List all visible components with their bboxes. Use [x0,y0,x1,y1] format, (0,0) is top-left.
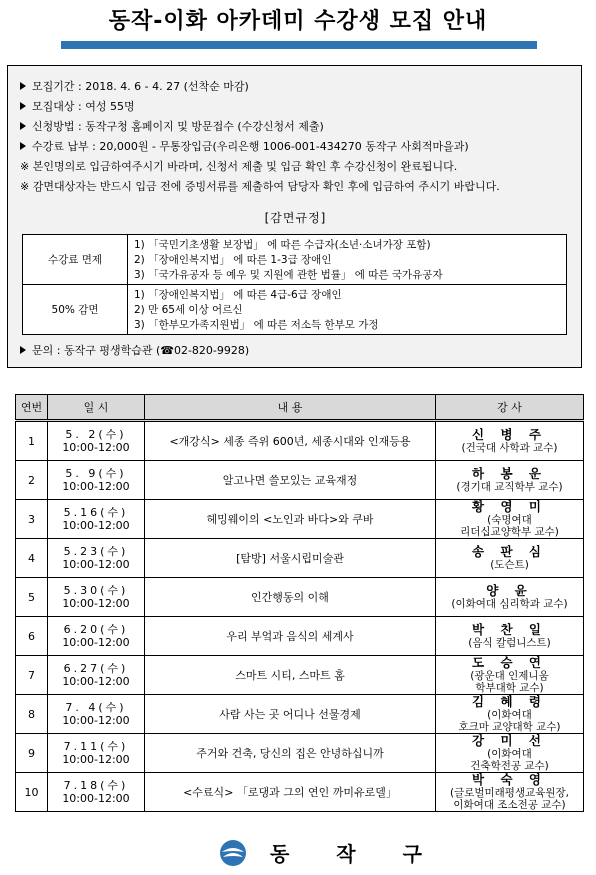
row-date: 7.11(수) [63,740,129,753]
row-number: 2 [16,461,48,500]
table-row [16,773,584,812]
lecturer-affiliation: 호크마 교양대학 교수) [458,721,561,733]
lecturer-name: 신 병 주 [472,427,547,442]
table-row [16,617,584,656]
lecturer-affiliation: (건국대 사학과 교수) [461,442,558,454]
row-lecturer [436,421,584,461]
row-number: 1 [16,421,48,461]
row-datetime [48,500,145,539]
bullet-triangle-icon [20,82,26,90]
row-date: 5.16(수) [63,506,129,519]
reduction-label: 50% 감면 [23,285,128,335]
row-date: 6.27(수) [63,662,129,675]
lecturer-affiliation: (이화여대 심리학과 교수) [451,598,568,610]
row-datetime [48,617,145,656]
row-datetime [48,656,145,695]
lecturer-name: 황 영 미 [472,499,547,514]
row-lecturer [436,461,584,500]
title-underline-bar [61,41,537,49]
reduction-item: 1) 「국민기초생활 보장법」 에 따른 수급자(소년·소녀가장 포함) [134,239,431,251]
table-row [23,285,567,335]
lecturer-affiliation: (글로벌미래평생교육원장, [449,787,569,799]
target-line [20,98,135,114]
bullet-triangle-icon [20,122,26,130]
row-time: 10:00-12:00 [62,675,130,688]
target-text: 모집대상 : 여성 55명 [32,100,135,113]
bullet-triangle-icon [20,142,26,150]
row-date: 7. 4(수) [65,701,127,714]
row-datetime [48,539,145,578]
row-title: 인간행동의 이해 [145,578,436,617]
row-number: 6 [16,617,48,656]
lecturer-name: 박 숙 영 [472,772,547,787]
row-number: 10 [16,773,48,812]
lecturer-name: 송 판 심 [472,544,547,559]
lecturer-affiliation: 학부대학 교수) [475,682,544,694]
note-line-1: ※ 본인명의로 입금하여주시기 바라며, 신청서 제출 및 입금 확인 후 수강신청이 완료됩니다. [20,160,458,173]
row-date: 5.23(수) [63,545,129,558]
dongjak-logo-icon [218,838,248,868]
reduction-items [128,285,567,335]
row-number: 4 [16,539,48,578]
row-time: 10:00-12:00 [62,441,130,454]
reduction-item: 3) 「한부모가족지원법」 에 따른 저소득 한부모 가정 [134,319,379,331]
row-number: 8 [16,695,48,734]
row-datetime [48,421,145,461]
row-datetime [48,578,145,617]
fee-text: 수강료 납부 : 20,000원 - 무통장입금(우리은행 1006-001-434270 동작구 사회적마을과) [32,140,469,153]
row-title: 우리 부엌과 음식의 세계사 [145,617,436,656]
method-text: 신청방법 : 동작구청 홈페이지 및 방문접수 (수강신청서 제출) [32,120,324,133]
lecturer-name: 박 찬 일 [472,622,547,637]
period-line [20,78,249,94]
header-lecturer: 강 사 [436,395,584,421]
header-no: 연번 [16,395,48,421]
note-line-2: ※ 감면대상자는 반드시 입금 전에 증빙서류를 제출하여 담당자 확인 후에 입금하여 주시기 바랍니다. [20,180,500,193]
lecturer-affiliation: 리더십교양학부 교수) [460,526,559,538]
table-row [16,734,584,773]
contact-line [20,342,249,358]
row-title: 헤밍웨이의 <노인과 바다>와 쿠바 [145,500,436,539]
row-lecturer [436,656,584,695]
lecturer-affiliation: (광운대 인제니움 [470,670,549,682]
row-time: 10:00-12:00 [62,792,130,805]
row-time: 10:00-12:00 [62,597,130,610]
lecturer-affiliation: 건축학전공 교수) [470,760,549,772]
row-time: 10:00-12:00 [62,714,130,727]
row-lecturer [436,773,584,812]
row-title: <수료식> 「로댕과 그의 연인 까미유로델」 [145,773,436,812]
row-number: 7 [16,656,48,695]
lecturer-name: 도 승 연 [472,655,547,670]
row-date: 5.30(수) [63,584,129,597]
row-lecturer [436,539,584,578]
row-time: 10:00-12:00 [62,519,130,532]
reduction-item: 2) 만 65세 이상 어르신 [134,304,243,316]
row-datetime [48,773,145,812]
schedule-table [15,394,584,812]
reduction-item: 3) 「국가유공자 등 예우 및 지원에 관한 법률」 에 따른 국가유공자 [134,269,443,281]
table-row [16,461,584,500]
row-date: 6.20(수) [63,623,129,636]
schedule-header-row [16,395,584,421]
table-row [16,578,584,617]
lecturer-affiliation: (도슨트) [490,559,529,571]
row-title: 주거와 건축, 당신의 집은 안녕하십니까 [145,734,436,773]
contact-text: 문의 : 동작구 평생학습관 (☎02-820-9928) [32,344,250,357]
header-date: 일 시 [48,395,145,421]
info-box [7,65,582,368]
row-title: [탐방] 서울시립미술관 [145,539,436,578]
row-time: 10:00-12:00 [62,558,130,571]
table-row [16,539,584,578]
row-lecturer [436,734,584,773]
lecturer-affiliation: (이화여대 [487,709,532,721]
reduction-rules-title: [감면규정] [264,211,327,225]
row-date: 5. 9(수) [65,467,127,480]
row-lecturer [436,617,584,656]
row-lecturer [436,695,584,734]
lecturer-affiliation: (경기대 교직학부 교수) [456,481,563,493]
row-datetime [48,461,145,500]
row-datetime [48,734,145,773]
lecturer-name: 김 혜 령 [472,694,547,709]
row-lecturer [436,578,584,617]
row-title: <개강식> 세종 즉위 600년, 세종시대와 인재등용 [145,421,436,461]
row-time: 10:00-12:00 [62,480,130,493]
row-title: 스마트 시티, 스마트 홈 [145,656,436,695]
row-time: 10:00-12:00 [62,753,130,766]
table-row [16,500,584,539]
row-date: 7.18(수) [63,779,129,792]
row-number: 9 [16,734,48,773]
reduction-rules-table [22,234,567,335]
fee-line [20,138,469,154]
bullet-triangle-icon [20,346,26,354]
row-time: 10:00-12:00 [62,636,130,649]
row-number: 3 [16,500,48,539]
page-title: 동작-이화 아카데미 수강생 모집 안내 [108,9,488,34]
lecturer-affiliation: (음식 칼럼니스트) [468,637,551,649]
period-text: 모집기간 : 2018. 4. 6 - 4. 27 (선착순 마감) [32,80,249,93]
row-number: 5 [16,578,48,617]
table-row [16,656,584,695]
lecturer-name: 양 윤 [486,583,533,598]
lecturer-name: 하 봉 운 [472,466,547,481]
lecturer-affiliation: 이화여대 조소전공 교수) [453,799,566,811]
row-lecturer [436,500,584,539]
lecturer-affiliation: (이화여대 [487,748,532,760]
reduction-label: 수강료 면제 [23,235,128,285]
header-content: 내 용 [145,395,436,421]
reduction-item: 2) 「장애인복지법」 에 따른 1-3급 장애인 [134,254,332,266]
method-line [20,118,324,134]
table-row [23,235,567,285]
reduction-items [128,235,567,285]
lecturer-affiliation: (숙명여대 [487,514,532,526]
bullet-triangle-icon [20,102,26,110]
row-date: 5. 2(수) [65,428,127,441]
table-row [16,695,584,734]
lecturer-name: 강 미 선 [472,733,547,748]
reduction-item: 1) 「장애인복지법」 에 따른 4급-6급 장애인 [134,289,342,301]
row-datetime [48,695,145,734]
row-title: 알고나면 쓸모있는 교육재정 [145,461,436,500]
row-title: 사람 사는 곳 어디나 선물경제 [145,695,436,734]
table-row [16,421,584,461]
footer-org-name: 동 작 구 [270,842,442,866]
